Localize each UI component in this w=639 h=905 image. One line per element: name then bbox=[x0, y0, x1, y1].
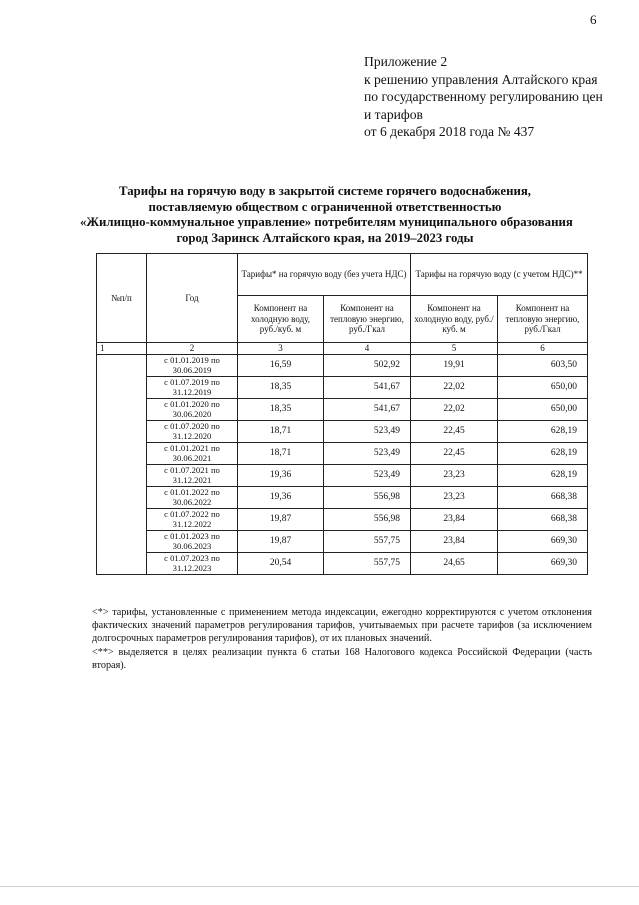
column-number-row bbox=[97, 343, 588, 355]
cold-no-vat-cell: 16,59 bbox=[238, 354, 324, 376]
period-cell bbox=[147, 552, 238, 574]
heat-vat-cell: 650,00 bbox=[498, 376, 588, 398]
period-from: с 01.07.2021 по bbox=[164, 464, 220, 475]
footnote: <**> выделяется в целях реализации пункта 6 статьи 168 Налогового кодекса Российской Федерации (часть вторая). bbox=[92, 646, 592, 671]
cold-no-vat-cell: 18,71 bbox=[238, 442, 324, 464]
cold-no-vat-cell: 19,36 bbox=[238, 464, 324, 486]
period-to: 31.12.2023 bbox=[172, 563, 212, 573]
period-to: 31.12.2022 bbox=[172, 519, 212, 529]
cold-no-vat-cell: 19,87 bbox=[238, 530, 324, 552]
period-cell bbox=[147, 376, 238, 398]
period-cell bbox=[147, 464, 238, 486]
cold-vat-cell: 22,02 bbox=[411, 376, 498, 398]
heat-vat-cell: 628,19 bbox=[498, 464, 588, 486]
heat-vat-cell: 668,38 bbox=[498, 508, 588, 530]
table-row bbox=[97, 486, 588, 508]
cold-vat-cell: 19,91 bbox=[411, 354, 498, 376]
table-row bbox=[97, 508, 588, 530]
period-to: 30.06.2022 bbox=[172, 497, 212, 507]
footnote: <*> тарифы, установленные с применением метода индексации, ежегодно корректируются с учетом отклонения фактических значений параметров регулирования тарифов, учитываемых при расчете тарифов (за исключением долгосрочных параметров регулирования тарифов), от их плановых значений. bbox=[92, 607, 592, 645]
period-from: с 01.01.2020 по bbox=[164, 398, 220, 409]
period-cell bbox=[147, 398, 238, 420]
period-to: 30.06.2023 bbox=[172, 541, 212, 551]
header-heat-component-vat: Компонент на тепловую энергию, руб./Гкал bbox=[498, 296, 588, 343]
period-to: 31.12.2019 bbox=[172, 387, 212, 397]
column-number: 1 bbox=[97, 343, 147, 355]
cold-no-vat-cell: 18,35 bbox=[238, 376, 324, 398]
period-cell bbox=[147, 486, 238, 508]
cold-vat-cell: 23,23 bbox=[411, 464, 498, 486]
header-num: №п/п bbox=[97, 254, 147, 343]
title-line: Тарифы на горячую воду в закрытой системе горячего водоснабжения, bbox=[119, 184, 531, 198]
appendix-line: от 6 декабря 2018 года № 437 bbox=[364, 124, 535, 139]
appendix-line: и тарифов bbox=[364, 106, 423, 122]
column-number: 2 bbox=[147, 343, 238, 355]
period-cell bbox=[147, 508, 238, 530]
period-from: с 01.07.2023 по bbox=[164, 552, 220, 563]
document-title bbox=[80, 184, 573, 246]
tariffs-table bbox=[96, 253, 588, 575]
period-from: с 01.07.2019 по bbox=[164, 376, 220, 387]
cold-vat-cell: 23,23 bbox=[411, 486, 498, 508]
column-number: 4 bbox=[324, 343, 411, 355]
header-year: Год bbox=[147, 254, 238, 343]
cold-vat-cell: 22,02 bbox=[411, 398, 498, 420]
table-row bbox=[97, 354, 588, 376]
header-group-with-vat: Тарифы на горячую воду (с учетом НДС)** bbox=[411, 254, 588, 296]
heat-no-vat-cell: 502,92 bbox=[324, 354, 411, 376]
heat-no-vat-cell: 557,75 bbox=[324, 530, 411, 552]
period-to: 31.12.2021 bbox=[172, 475, 212, 485]
heat-no-vat-cell: 541,67 bbox=[324, 398, 411, 420]
heat-vat-cell: 603,50 bbox=[498, 354, 588, 376]
table-row bbox=[97, 420, 588, 442]
cold-vat-cell: 24,65 bbox=[411, 552, 498, 574]
cold-no-vat-cell: 19,36 bbox=[238, 486, 324, 508]
heat-no-vat-cell: 523,49 bbox=[324, 464, 411, 486]
period-cell bbox=[147, 420, 238, 442]
appendix-line: Приложение 2 bbox=[364, 54, 448, 69]
table-row bbox=[97, 552, 588, 574]
heat-no-vat-cell: 523,49 bbox=[324, 420, 411, 442]
heat-vat-cell: 650,00 bbox=[498, 398, 588, 420]
appendix-block bbox=[364, 53, 603, 141]
period-to: 31.12.2020 bbox=[172, 431, 212, 441]
title-line: «Жилищно-коммунальное управление» потребителям муниципального образования bbox=[80, 215, 573, 229]
heat-no-vat-cell: 523,49 bbox=[324, 442, 411, 464]
row-number-cell bbox=[97, 354, 147, 574]
header-heat-component-no-vat: Компонент на тепловую энергию, руб./Гкал bbox=[324, 296, 411, 343]
period-from: с 01.01.2022 по bbox=[164, 486, 220, 497]
footnotes bbox=[92, 606, 592, 672]
table-row bbox=[97, 442, 588, 464]
table-row bbox=[97, 398, 588, 420]
table-row bbox=[97, 464, 588, 486]
heat-vat-cell: 669,30 bbox=[498, 530, 588, 552]
cold-vat-cell: 22,45 bbox=[411, 442, 498, 464]
cold-vat-cell: 22,45 bbox=[411, 420, 498, 442]
title-line: поставляемую обществом с ограниченной ответственностью bbox=[148, 199, 502, 214]
period-to: 30.06.2021 bbox=[172, 453, 212, 463]
heat-no-vat-cell: 556,98 bbox=[324, 508, 411, 530]
period-from: с 01.07.2022 по bbox=[164, 508, 220, 519]
appendix-line: к решению управления Алтайского края bbox=[364, 71, 598, 87]
page-number: 6 bbox=[590, 12, 597, 27]
column-number: 3 bbox=[238, 343, 324, 355]
title-line: город Заринск Алтайского края, на 2019–2023 годы bbox=[176, 230, 474, 245]
header-cold-component-vat: Компонент на холодную воду, руб./куб. м bbox=[411, 296, 498, 343]
heat-vat-cell: 628,19 bbox=[498, 442, 588, 464]
heat-no-vat-cell: 556,98 bbox=[324, 486, 411, 508]
period-cell bbox=[147, 442, 238, 464]
cold-no-vat-cell: 19,87 bbox=[238, 508, 324, 530]
heat-no-vat-cell: 541,67 bbox=[324, 376, 411, 398]
header-group-without-vat: Тарифы* на горячую воду (без учета НДС) bbox=[238, 254, 411, 296]
heat-no-vat-cell: 557,75 bbox=[324, 552, 411, 574]
cold-vat-cell: 23,84 bbox=[411, 530, 498, 552]
cold-no-vat-cell: 18,35 bbox=[238, 398, 324, 420]
cold-vat-cell: 23,84 bbox=[411, 508, 498, 530]
column-number: 5 bbox=[411, 343, 498, 355]
cold-no-vat-cell: 18,71 bbox=[238, 420, 324, 442]
period-from: с 01.01.2019 по bbox=[164, 354, 220, 365]
page-bottom-divider bbox=[0, 886, 639, 887]
table-row bbox=[97, 530, 588, 552]
heat-vat-cell: 669,30 bbox=[498, 552, 588, 574]
period-to: 30.06.2019 bbox=[172, 365, 212, 375]
period-cell bbox=[147, 530, 238, 552]
header-cold-component-no-vat: Компонент на холодную воду, руб./куб. м bbox=[238, 296, 324, 343]
heat-vat-cell: 668,38 bbox=[498, 486, 588, 508]
period-cell bbox=[147, 354, 238, 376]
period-from: с 01.07.2020 по bbox=[164, 420, 220, 431]
period-from: с 01.01.2021 по bbox=[164, 442, 220, 453]
period-to: 30.06.2020 bbox=[172, 409, 212, 419]
column-number: 6 bbox=[498, 343, 588, 355]
heat-vat-cell: 628,19 bbox=[498, 420, 588, 442]
period-from: с 01.01.2023 по bbox=[164, 530, 220, 541]
cold-no-vat-cell: 20,54 bbox=[238, 552, 324, 574]
table-row bbox=[97, 376, 588, 398]
appendix-line: по государственному регулированию цен bbox=[364, 89, 603, 104]
